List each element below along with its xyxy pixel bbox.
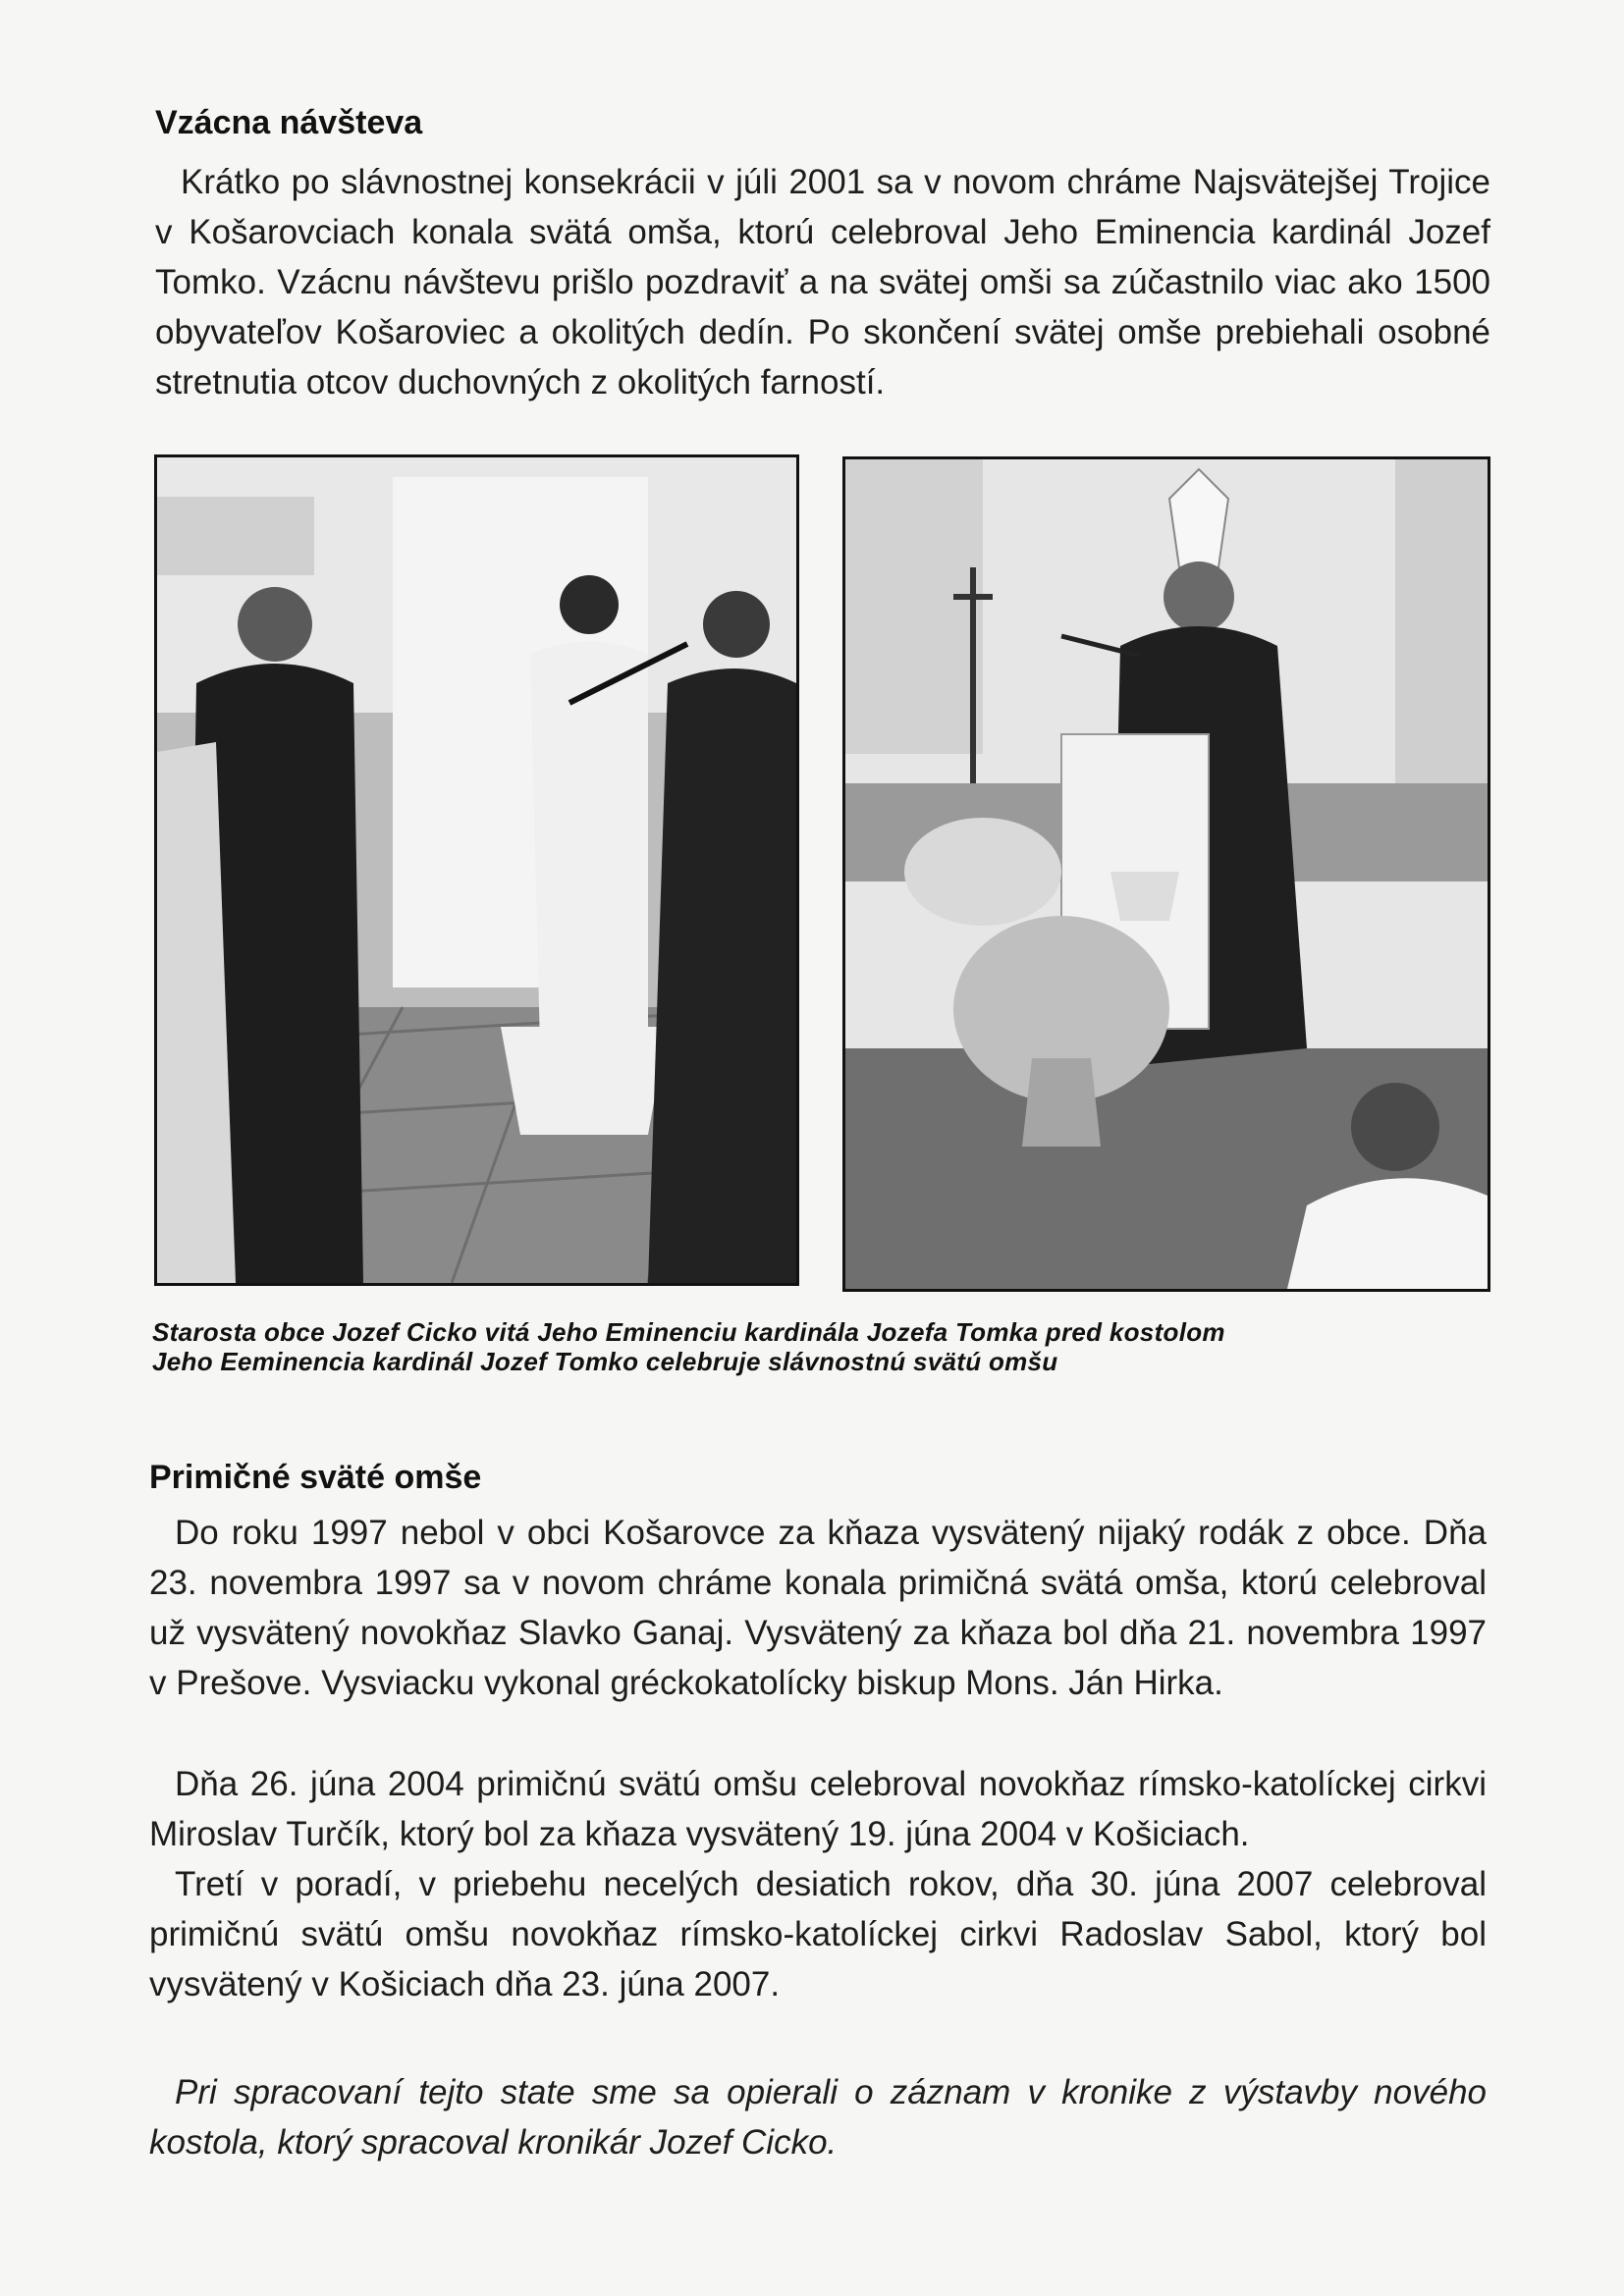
section-heading-first-masses: Primičné sväté omše bbox=[149, 1459, 482, 1496]
photo-caption-line-1: Starosta obce Jozef Cicko vitá Jeho Eminenciu kardinála Jozefa Tomka pred kostolom bbox=[152, 1317, 1225, 1347]
paragraph-first-masses-2: Dňa 26. júna 2004 primičnú svätú omšu celebroval novokňaz rímsko-katolíckej cirkvi Miroslav Turčík, ktorý bol za kňaza vysvätený 19. júna 2004 v Košiciach. bbox=[149, 1765, 1487, 1853]
photo-cardinal-celebrates-mass bbox=[842, 456, 1490, 1292]
closing-source-note: Pri spracovaní tejto state sme sa opierali o záznam v kronike z výstavby nového kostola, ktorý spracoval kronikár Jozef Cicko. bbox=[149, 2073, 1487, 2162]
paragraph-first-masses-3: Tretí v poradí, v priebehu necelých desiatich rokov, dňa 30. júna 2007 celebroval primičnú svätú omšu novokňaz rímsko-katolíckej cirkvi Radoslav Sabol, ktorý bol vysvätený v Košiciach dňa 23. júna 2007. bbox=[149, 1865, 1487, 2003]
paragraph-visit: Krátko po slávnostnej konsekrácii v júli 2001 sa v novom chráme Najsvätejšej Trojice v Košarovciach konala svätá omša, ktorú celebroval Jeho Eminencia kardinál Jozef Tomko. Vzácnu návštevu prišlo pozdraviť a na svätej omši sa zúčastnilo viac ako 1500 obyvateľov Košaroviec a okolitých dedín. Po skončení svätej omše prebiehali osobné stretnutia otcov duchovných z okolitých farností. bbox=[155, 163, 1490, 401]
photo-mayor-welcomes-cardinal bbox=[154, 454, 799, 1286]
section-heading-visit: Vzácna návšteva bbox=[155, 104, 423, 141]
photo-caption-line-2: Jeho Eeminencia kardinál Jozef Tomko celebruje slávnostnú svätú omšu bbox=[152, 1347, 1058, 1376]
paragraph-first-masses-1: Do roku 1997 nebol v obci Košarovce za kňaza vysvätený nijaký rodák z obce. Dňa 23. novembra 1997 sa v novom chráme konala primičná svätá omša, ktorú celebroval už vysvätený novokňaz Slavko Ganaj. Vysvätený za kňaza bol dňa 21. novembra 1997 v Prešove. Vysviacku vykonal gréckokatolícky biskup Mons. Ján Hirka. bbox=[149, 1514, 1487, 1702]
